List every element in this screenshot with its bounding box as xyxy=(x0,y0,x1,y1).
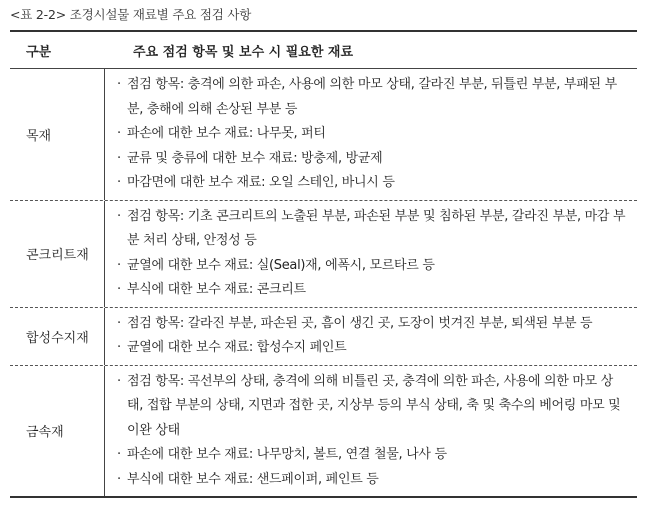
item-text: 마감면에 대한 보수 재료: 오일 스테인, 바니시 등 xyxy=(127,175,395,190)
row-category: 금속재 xyxy=(10,366,105,497)
list-item xyxy=(117,336,629,361)
table-row-metal xyxy=(10,366,637,497)
bullet-icon: · xyxy=(117,175,122,190)
item-text: 부식에 대한 보수 재료: 콘크리트 xyxy=(127,282,306,297)
list-item xyxy=(117,171,629,196)
item-text: 점검 항목: 곡선부의 상태, 충격에 의해 비틀린 곳, 충격에 의한 파손, 사용에 의한 마모 상태, 접합 부분의 상태, 지면과 접한 곳, 지상부 등의 부식 상태, 축 및 축수의 베어링 마모 및 이완 상태 xyxy=(127,373,621,438)
list-item xyxy=(117,205,629,254)
row-items xyxy=(105,201,637,307)
item-text: 점검 항목: 기초 콘크리트의 노출된 부분, 파손된 부분 및 침하된 부분, 갈라진 부분, 마감 부분 처리 상태, 안정성 등 xyxy=(127,208,626,248)
bullet-icon: · xyxy=(117,282,122,297)
item-text: 균열에 대한 보수 재료: 합성수지 페인트 xyxy=(127,340,347,355)
list-item xyxy=(117,254,629,279)
row-items xyxy=(105,308,637,365)
row-items xyxy=(105,366,637,497)
list-item xyxy=(117,278,629,303)
row-category: 콘크리트재 xyxy=(10,201,105,307)
bullet-icon: · xyxy=(117,150,122,166)
bullet-icon: · xyxy=(117,447,122,462)
item-text: 균열에 대한 보수 재료: 실(Seal)재, 에폭시, 모르타르 등 xyxy=(127,257,435,273)
bullet-icon: · xyxy=(117,315,122,331)
header-category: 구분 xyxy=(26,44,52,60)
item-text: 균류 및 충류에 대한 보수 재료: 방충제, 방균제 xyxy=(127,150,383,166)
item-text: 파손에 대한 보수 재료: 나무못, 퍼티 xyxy=(127,126,326,141)
list-item xyxy=(117,468,629,493)
bullet-icon: · xyxy=(117,340,122,355)
bullet-icon: · xyxy=(117,257,122,273)
list-item xyxy=(117,312,629,337)
list-item xyxy=(117,443,629,468)
row-category: 합성수지재 xyxy=(10,308,105,365)
table-caption: <표 2-2> 조경시설물 재료별 주요 점검 사항 xyxy=(10,7,252,22)
inspection-table xyxy=(10,30,637,498)
table-header-row xyxy=(10,32,637,69)
item-text: 부식에 대한 보수 재료: 샌드페이퍼, 페인트 등 xyxy=(127,471,379,487)
list-item xyxy=(117,73,629,122)
table-row-concrete xyxy=(10,201,637,308)
row-items xyxy=(105,69,637,200)
list-item xyxy=(117,122,629,147)
list-item xyxy=(117,370,629,444)
row-category: 목재 xyxy=(10,69,105,200)
item-text: 점검 항목: 갈라진 부분, 파손된 곳, 흠이 생긴 곳, 도장이 벗겨진 부분, 퇴색된 부분 등 xyxy=(127,315,593,331)
bullet-icon: · xyxy=(117,208,122,224)
bullet-icon: · xyxy=(117,77,122,92)
bullet-icon: · xyxy=(117,471,122,487)
header-items: 주요 점검 항목 및 보수 시 필요한 재료 xyxy=(133,44,354,60)
list-item xyxy=(117,147,629,172)
bullet-icon: · xyxy=(117,126,122,141)
item-text: 파손에 대한 보수 재료: 나무망치, 볼트, 연결 철물, 나사 등 xyxy=(127,447,447,462)
table-row-synthetic-resin xyxy=(10,308,637,366)
bullet-icon: · xyxy=(117,373,122,389)
item-text: 점검 항목: 충격에 의한 파손, 사용에 의한 마모 상태, 갈라진 부분, 뒤틀린 부분, 부패된 부분, 충해에 의해 손상된 부분 등 xyxy=(127,77,617,117)
table-row-wood xyxy=(10,69,637,201)
